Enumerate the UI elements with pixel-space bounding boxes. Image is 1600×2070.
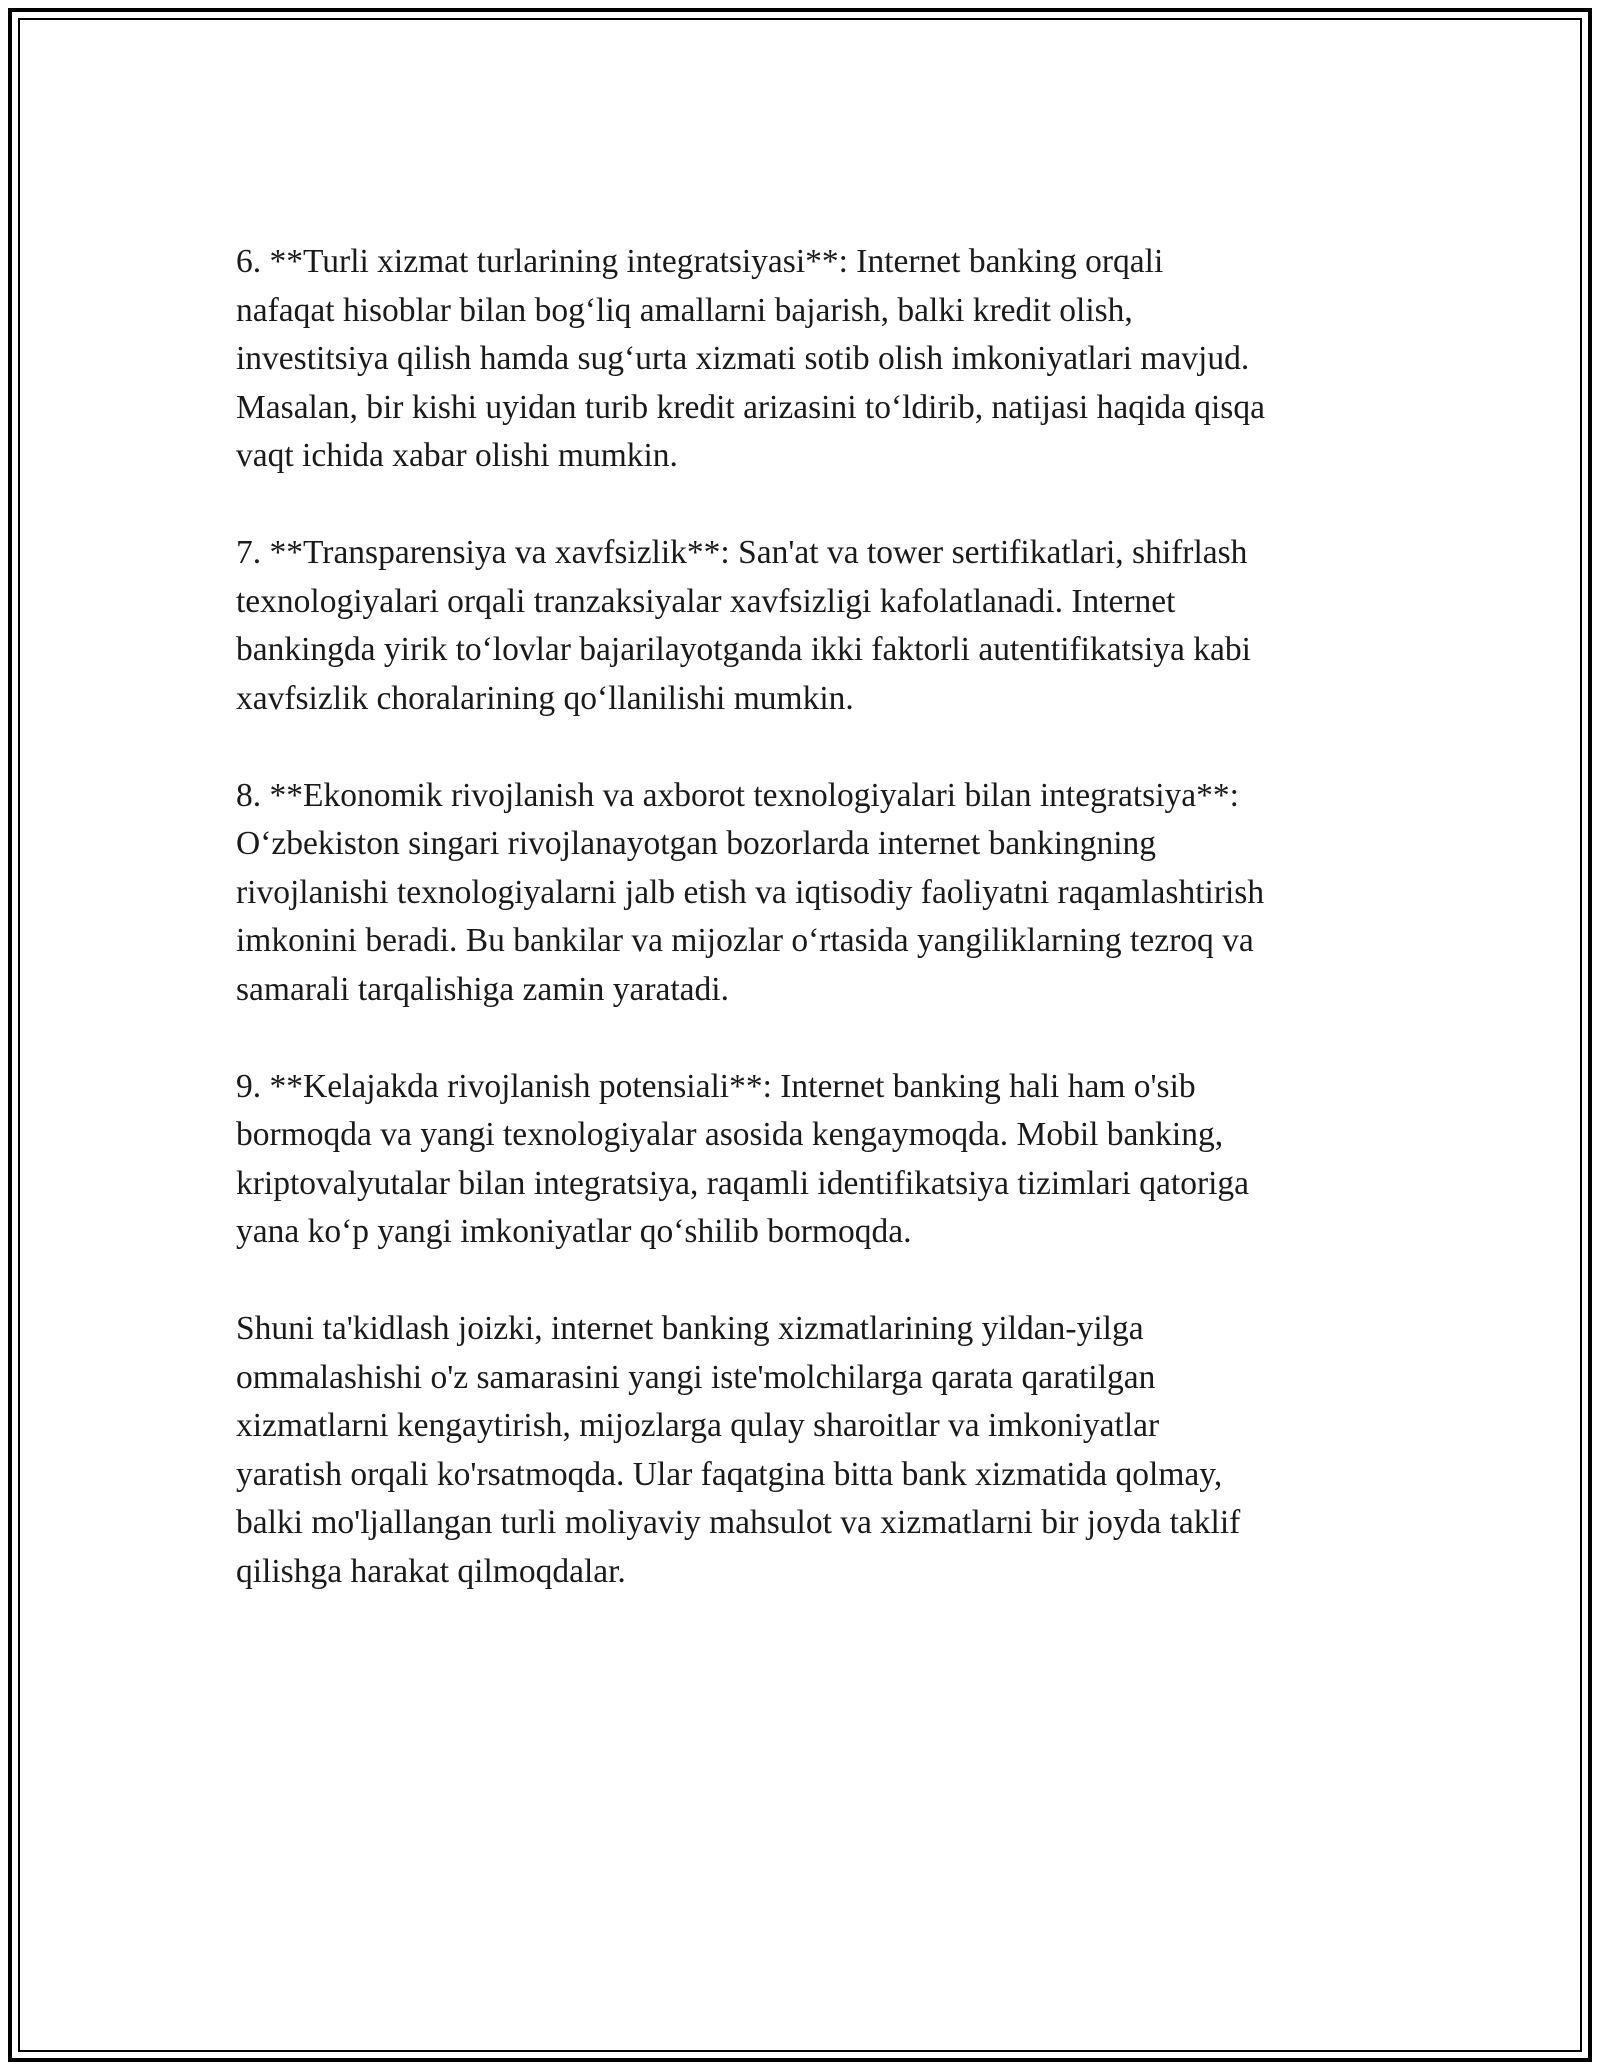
text-line: 9. **Kelajakda rivojlanish potensiali**: Internet banking hali ham o'sib bbox=[236, 1067, 1196, 1105]
text-line: ommalashishi o'z samarasini yangi iste'molchilarga qarata qaratilgan bbox=[236, 1358, 1156, 1396]
text-line: samarali tarqalishiga zamin yaratadi. bbox=[236, 970, 729, 1008]
text-line: imkonini beradi. Bu bankilar va mijozlar o‘rtasida yangiliklarning tezroq va bbox=[236, 922, 1254, 959]
text-line: bormoqda va yangi texnologiyalar asosida kengaymoqda. Mobil banking, bbox=[236, 1116, 1224, 1153]
text-line: texnologiyalari orqali tranzaksiyalar xavfsizligi kafolatlanadi. Internet bbox=[236, 582, 1176, 620]
text-line: investitsiya qilish hamda sug‘urta xizmati sotib olish imkoniyatlari mavjud. bbox=[236, 340, 1250, 377]
text-line: rivojlanishi texnologiyalarni jalb etish va iqtisodiy faoliyatni raqamlashtirish bbox=[236, 873, 1265, 911]
text-line: bankingda yirik to‘lovlar bajarilayotganda ikki faktorli autentifikatsiya kabi bbox=[236, 631, 1251, 668]
text-line: nafaqat hisoblar bilan bog‘liq amallarni bajarish, balki kredit olish, bbox=[236, 291, 1133, 329]
text-line: qilishga harakat qilmoqdalar. bbox=[236, 1552, 626, 1590]
text-line: balki mo'ljallangan turli moliyaviy mahsulot va xizmatlarni bir joyda taklif bbox=[236, 1504, 1241, 1541]
text-line: 8. **Ekonomik rivojlanish va axborot texnologiyalari bilan integratsiya**: bbox=[236, 776, 1239, 814]
paragraph-conclusion bbox=[236, 1305, 1396, 1596]
paragraph-item-6 bbox=[236, 238, 1396, 481]
paragraph-item-7 bbox=[236, 529, 1396, 723]
text-line: yaratish orqali ko'rsatmoqda. Ular faqatgina bitta bank xizmatida qolmay, bbox=[236, 1455, 1223, 1493]
text-line: Masalan, bir kishi uyidan turib kredit arizasini to‘ldirib, natijasi haqida qisqa bbox=[236, 388, 1265, 426]
text-line: Shuni ta'kidlash joizki, internet banking xizmatlarining yildan-yilga bbox=[236, 1310, 1144, 1347]
text-line: xizmatlarni kengaytirish, mijozlarga qulay sharoitlar va imkoniyatlar bbox=[236, 1407, 1160, 1444]
text-line: xavfsizlik choralarining qo‘llanilishi mumkin. bbox=[236, 679, 854, 717]
text-line: O‘zbekiston singari rivojlanayotgan bozorlarda internet bankingning bbox=[236, 825, 1157, 862]
text-line: yana ko‘p yangi imkoniyatlar qo‘shilib bormoqda. bbox=[236, 1213, 912, 1250]
text-line: vaqt ichida xabar olishi mumkin. bbox=[236, 437, 678, 474]
paragraph-item-8 bbox=[236, 772, 1396, 1015]
text-line: 6. **Turli xizmat turlarining integratsiyasi**: Internet banking orqali bbox=[236, 243, 1164, 280]
text-line: 7. **Transparensiya va xavfsizlik**: San'at va tower sertifikatlari, shifrlash bbox=[236, 534, 1248, 571]
document-body bbox=[236, 238, 1396, 1645]
text-line: kriptovalyutalar bilan integratsiya, raqamli identifikatsiya tizimlari qatoriga bbox=[236, 1164, 1250, 1202]
paragraph-item-9 bbox=[236, 1063, 1396, 1257]
